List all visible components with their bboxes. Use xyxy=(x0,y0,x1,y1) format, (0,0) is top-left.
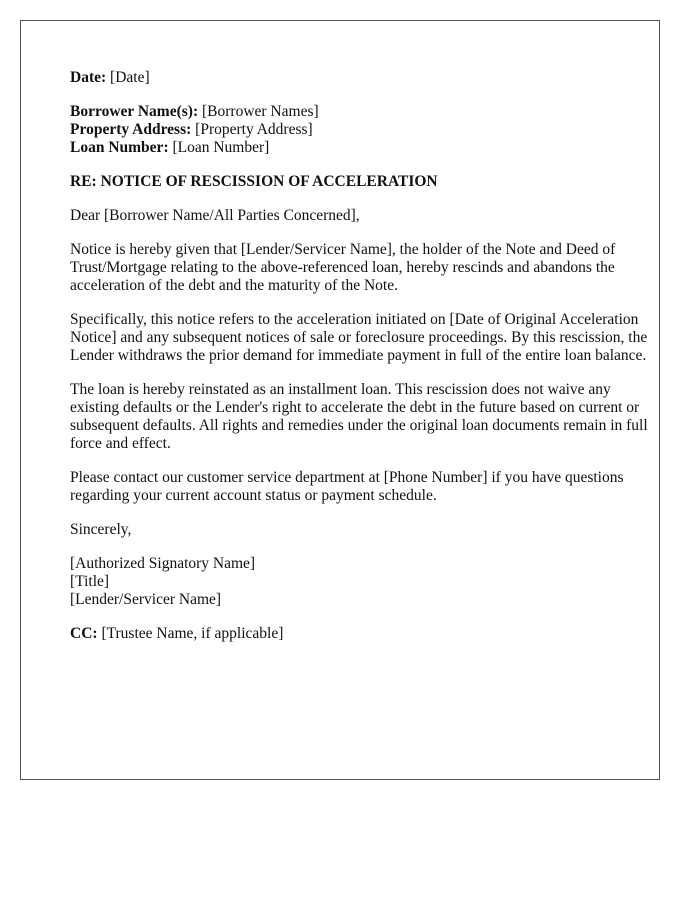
signatory-title: [Title] xyxy=(70,573,110,590)
property-line xyxy=(70,121,650,139)
property-label: Property Address: xyxy=(70,121,192,138)
paragraph-contact: Please contact our customer service department at [Phone Number] if you have questions regarding your current account status or payment schedule. xyxy=(70,469,624,504)
letter-page xyxy=(20,20,660,780)
signatory-name: [Authorized Signatory Name] xyxy=(70,555,256,572)
closing: Sincerely, xyxy=(70,521,132,538)
signatory-company: [Lender/Servicer Name] xyxy=(70,591,222,608)
loan-number-label: Loan Number: xyxy=(70,139,169,156)
date-label: Date: xyxy=(70,69,107,86)
borrower-line xyxy=(70,103,650,121)
cc-value: [Trustee Name, if applicable] xyxy=(101,625,284,642)
property-value: [Property Address] xyxy=(195,121,313,138)
loan-number-value: [Loan Number] xyxy=(172,139,270,156)
borrower-value: [Borrower Names] xyxy=(202,103,319,120)
salutation: Dear [Borrower Name/All Parties Concerned], xyxy=(70,207,360,224)
cc-line xyxy=(70,625,650,643)
paragraph-acceleration-reference: Specifically, this notice refers to the acceleration initiated on [Date of Original Acceleration Notice] and any subsequent notices of sale or foreclosure proceedings. By this rescission, the Lender withdraws the prior demand for immediate payment in full of the entire loan balance. xyxy=(70,311,648,364)
borrower-label: Borrower Name(s): xyxy=(70,103,199,120)
subject-line: RE: NOTICE OF RESCISSION OF ACCELERATION xyxy=(70,173,438,190)
letter-body xyxy=(70,69,650,659)
loan-reference-block xyxy=(70,103,650,157)
date-line xyxy=(70,69,650,87)
loan-number-line xyxy=(70,139,650,157)
paragraph-rescission: Notice is hereby given that [Lender/Servicer Name], the holder of the Note and Deed of Trust/Mortgage relating to the above-referenced loan, hereby rescinds and abandons the acceleration of the debt and the maturity of the Note. xyxy=(70,241,616,294)
signature-block xyxy=(70,555,650,609)
paragraph-reinstatement: The loan is hereby reinstated as an installment loan. This rescission does not waive any existing defaults or the Lender's right to accelerate the debt in the future based on current or subsequent defaults. All rights and remedies under the original loan documents remain in full force and effect. xyxy=(70,381,648,452)
cc-label: CC: xyxy=(70,625,98,642)
date-value: [Date] xyxy=(110,69,150,86)
